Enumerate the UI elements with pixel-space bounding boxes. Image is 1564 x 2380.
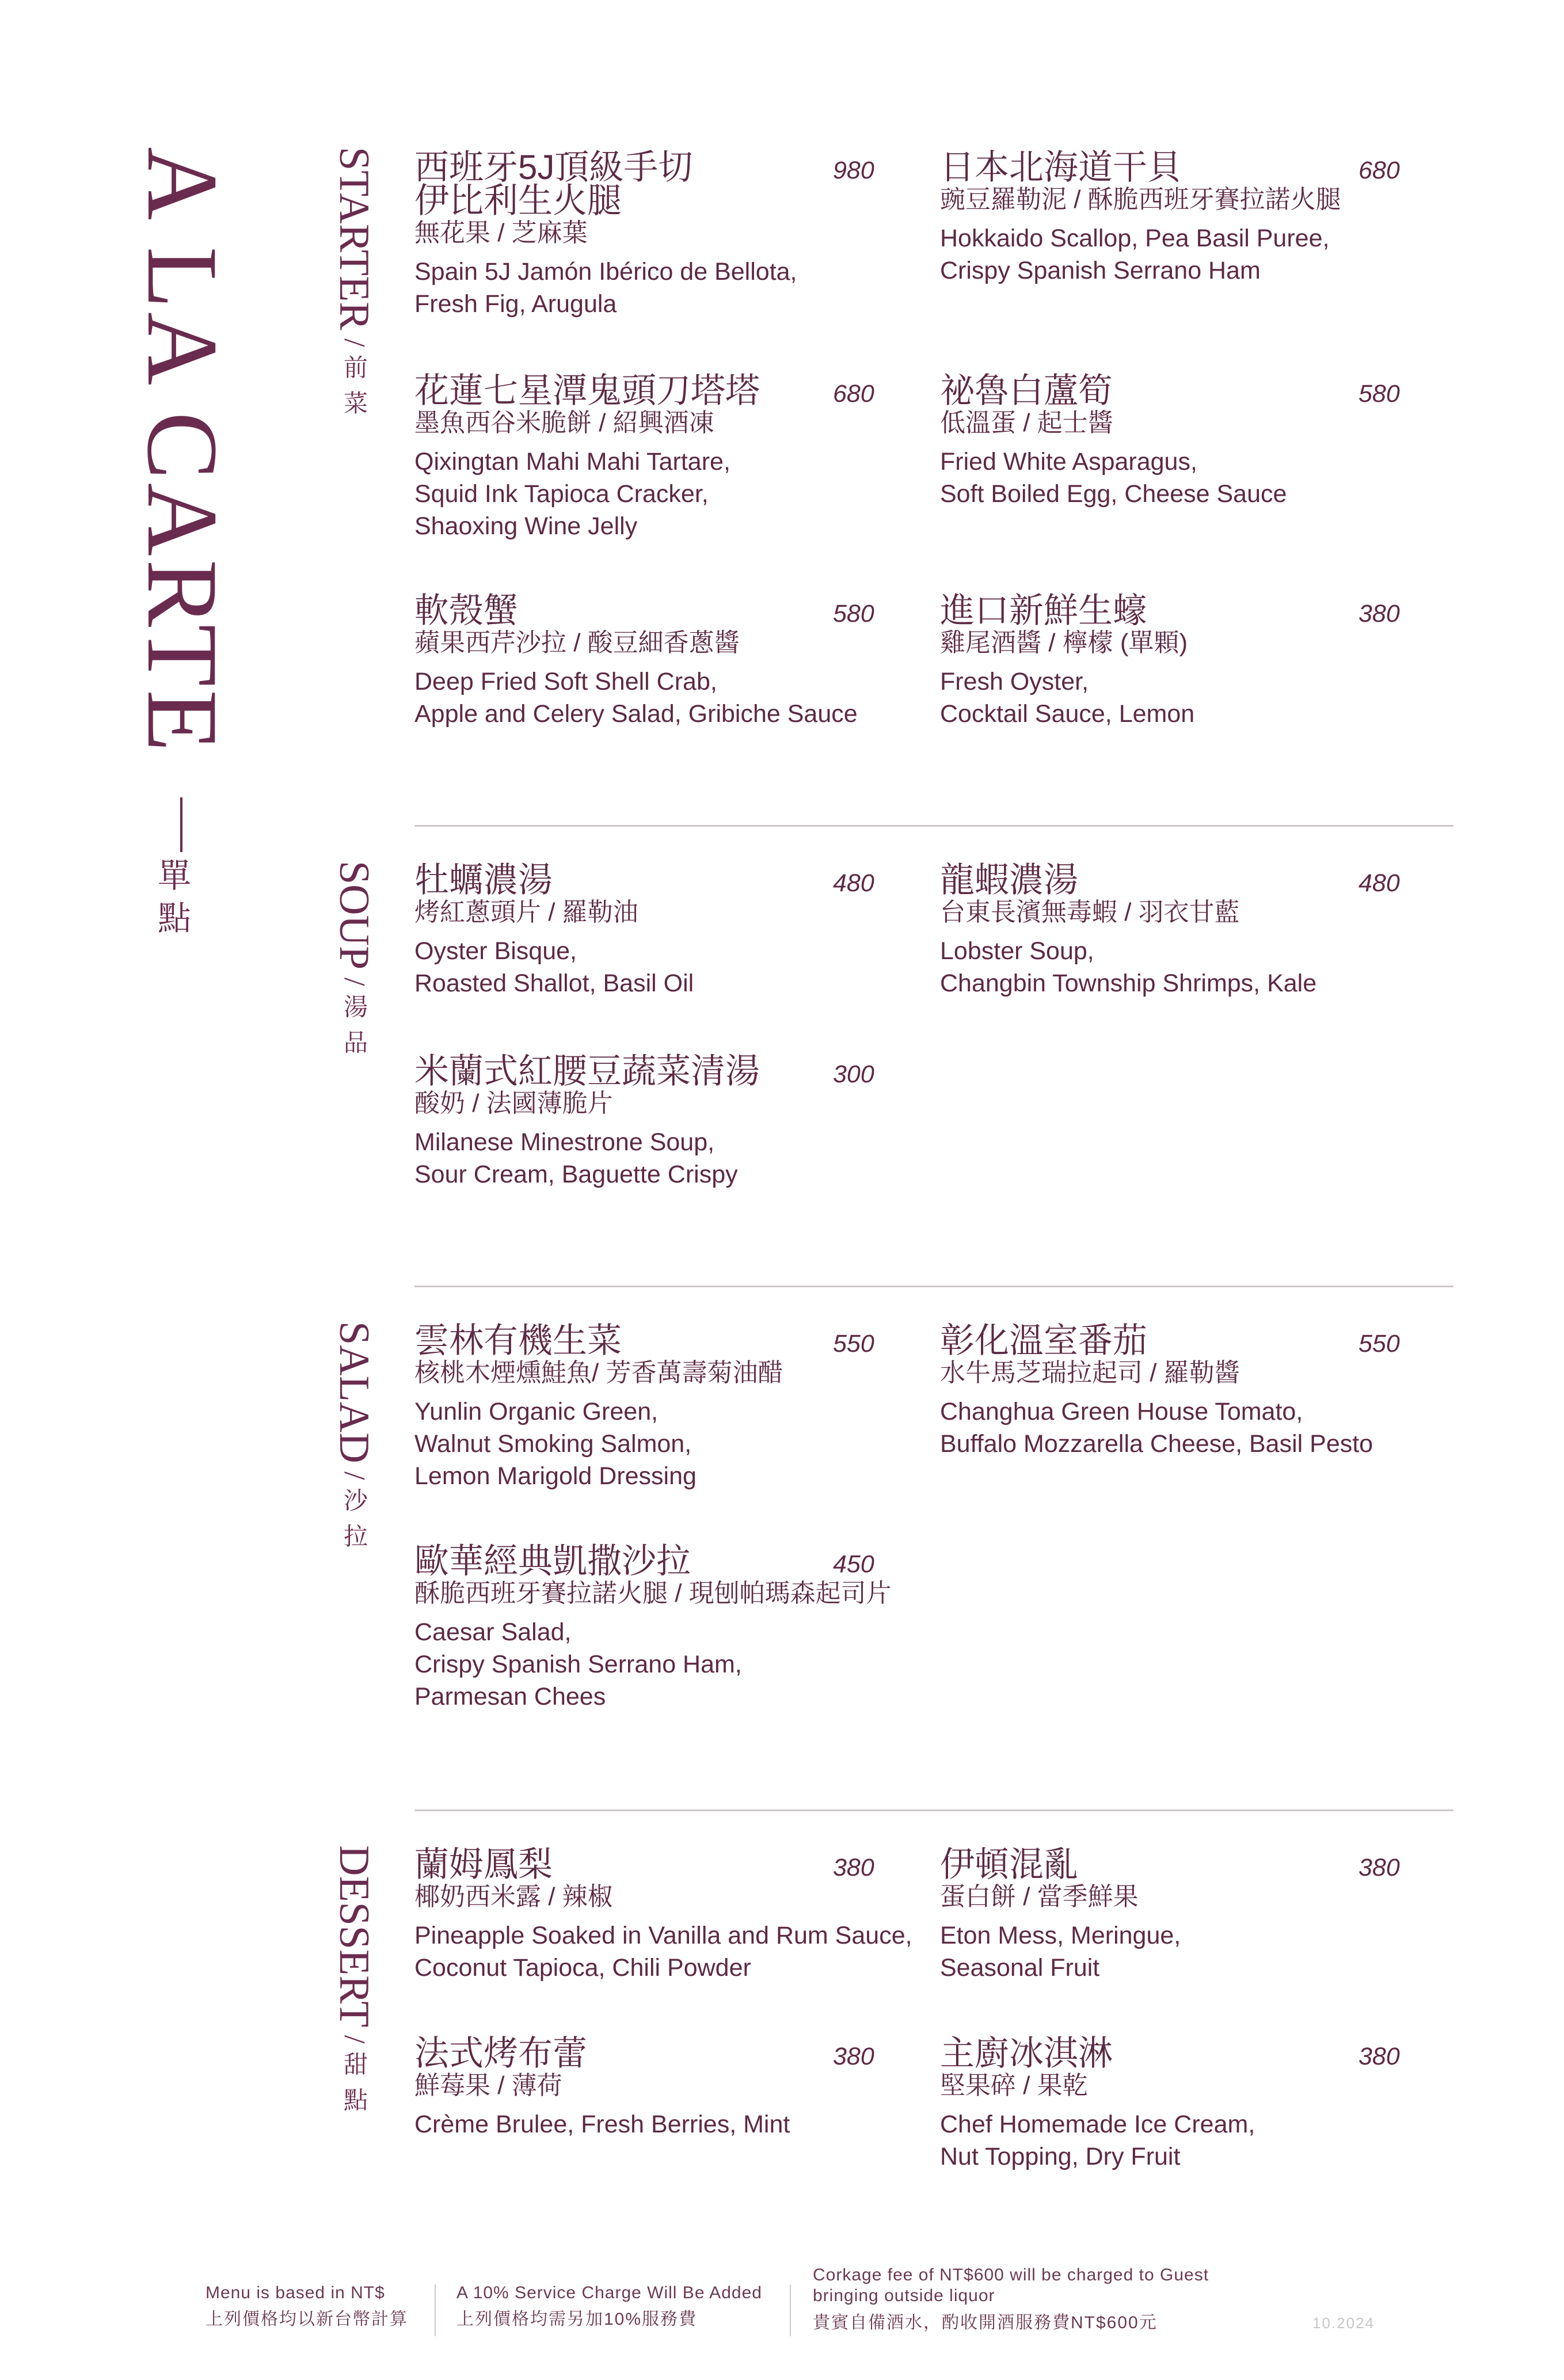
item-description: Oyster Bisque, Roasted Shallot, Basil Oil (414, 937, 694, 997)
item-description: Crème Brulee, Fresh Berries, Mint (414, 2111, 790, 2138)
item-subtitle: 台東長濱無毒蝦 / 羽衣甘藍 (940, 898, 1240, 926)
section-label-starter (330, 147, 378, 426)
item-price: 380 (1358, 1854, 1400, 1881)
menu-item-asparagus (940, 371, 1412, 510)
item-price: 450 (833, 1550, 874, 1578)
item-price: 550 (1358, 1330, 1400, 1358)
item-name: 雲林有機生菜 (414, 1321, 622, 1360)
item-name: 軟殼蟹 (414, 591, 518, 630)
item-name: 牡蠣濃湯 (414, 861, 553, 899)
item-price: 380 (1358, 2043, 1400, 2070)
item-subtitle: 蘋果西芹沙拉 / 酸豆細香蔥醬 (414, 629, 740, 657)
menu-item-eton-mess (940, 1845, 1412, 1984)
section-label-en: SALAD (330, 1321, 378, 1463)
item-description: Hokkaido Scallop, Pea Basil Puree, Crispy Spanish Serrano Ham (940, 225, 1330, 284)
footer-corkage-note (813, 2265, 1209, 2336)
item-subtitle: 豌豆羅勒泥 / 酥脆西班牙賽拉諾火腿 (940, 185, 1341, 214)
item-subtitle: 墨魚西谷米脆餅 / 紹興酒凍 (414, 409, 714, 437)
item-subtitle: 酥脆西班牙賽拉諾火腿 / 現刨帕瑪森起司片 (414, 1579, 892, 1607)
title-divider (180, 797, 182, 852)
item-subtitle: 核桃木煙燻鮭魚/ 芳香萬壽菊油醋 (414, 1359, 783, 1387)
section-label-slash: / (338, 978, 371, 986)
section-label-en: DESSERT (330, 1845, 378, 2028)
item-subtitle: 雞尾酒醬 / 檸檬 (單顆) (940, 629, 1188, 657)
item-name: 歐華經典凱撒沙拉 (414, 1542, 691, 1580)
footer-corkage-en: Corkage fee of NT$600 will be charged to Guest bringing outside liquor (813, 2265, 1209, 2305)
item-subtitle: 低溫蛋 / 起士醬 (940, 409, 1113, 437)
menu-item-scallop (940, 148, 1412, 287)
section-label-slash: / (338, 2035, 371, 2044)
item-description: Deep Fried Soft Shell Crab, Apple and Celery Salad, Gribiche Sauce (414, 668, 858, 728)
item-name: 進口新鮮生蠔 (940, 591, 1147, 630)
item-price: 680 (833, 380, 874, 408)
menu-title: A LA CARTE (126, 147, 238, 755)
item-price: 380 (833, 2043, 874, 2070)
item-description: Chef Homemade Ice Cream, Nut Topping, Dry Fruit (940, 2111, 1255, 2170)
item-subtitle: 烤紅蔥頭片 / 羅勒油 (414, 898, 638, 926)
item-price: 580 (1358, 380, 1400, 408)
item-subtitle: 無花果 / 芝麻葉 (414, 219, 588, 247)
section-label-cn: 前菜 (340, 355, 368, 426)
item-description: Eton Mess, Meringue, Seasonal Fruit (940, 1922, 1181, 1982)
footer-divider (790, 2284, 791, 2336)
menu-title-cn: 單點 (152, 858, 191, 943)
item-subtitle: 椰奶西米露 / 辣椒 (414, 1883, 613, 1911)
menu-item-soft-shell-crab (414, 591, 886, 730)
item-price: 580 (833, 600, 874, 628)
section-divider (414, 1286, 1453, 1287)
menu-item-rum-pineapple (414, 1845, 933, 1984)
section-label-soup (330, 861, 378, 1066)
section-label-slash: / (338, 1471, 371, 1480)
item-price: 480 (833, 869, 874, 897)
item-price: 380 (1358, 600, 1400, 628)
footer-currency-cn: 上列價格均以新台幣計算 (206, 2310, 408, 2329)
item-subtitle: 水牛馬芝瑞拉起司 / 羅勒醬 (940, 1359, 1240, 1387)
item-description: Caesar Salad, Crispy Spanish Serrano Ham, Parmesan Chees (414, 1618, 742, 1710)
menu-item-lobster-soup (940, 861, 1412, 999)
menu-item-oyster (940, 591, 1412, 730)
section-label-en: SOUP (330, 861, 378, 970)
section-divider (414, 1809, 1453, 1811)
item-name: 法式烤布蕾 (414, 2034, 587, 2073)
item-subtitle: 蛋白餅 / 當季鮮果 (940, 1883, 1139, 1911)
section-label-slash: / (338, 338, 371, 347)
item-name: 蘭姆鳳梨 (414, 1845, 553, 1884)
item-name: 花蓮七星潭鬼頭刀塔塔 (414, 371, 760, 410)
item-name: 彰化溫室番茄 (940, 1321, 1147, 1360)
item-subtitle: 酸奶 / 法國薄脆片 (414, 1089, 613, 1117)
menu-item-caesar-salad (414, 1542, 933, 1713)
item-subtitle: 鮮莓果 / 薄荷 (414, 2071, 562, 2100)
item-price: 680 (1358, 157, 1400, 184)
item-description: Fresh Oyster, Cocktail Sauce, Lemon (940, 668, 1195, 728)
item-price: 980 (833, 157, 874, 184)
menu-item-creme-brulee (414, 2034, 886, 2141)
footer-corkage-cn: 貴賓自備酒水，酌收開酒服務費NT$600元 (813, 2313, 1158, 2332)
item-description: Lobster Soup, Changbin Township Shrimps, Kale (940, 937, 1317, 997)
footer-divider (435, 2284, 436, 2336)
menu-item-jamon (414, 148, 886, 320)
footer-date: 10.2024 (1312, 2314, 1375, 2332)
item-subtitle: 堅果碎 / 果乾 (940, 2071, 1088, 2100)
menu-item-minestrone (414, 1052, 886, 1191)
section-label-salad (330, 1321, 378, 1560)
item-description: Changhua Green House Tomato, Buffalo Mozzarella Cheese, Basil Pesto (940, 1398, 1373, 1458)
item-description: Pineapple Soaked in Vanilla and Rum Sauce, Coconut Tapioca, Chili Powder (414, 1922, 912, 1982)
item-description: Fried White Asparagus, Soft Boiled Egg, Cheese Sauce (940, 448, 1287, 508)
section-label-en: STARTER (330, 147, 378, 330)
item-price: 380 (833, 1854, 874, 1881)
menu-item-oyster-bisque (414, 861, 886, 999)
menu-item-mahi (414, 371, 886, 542)
item-description: Yunlin Organic Green, Walnut Smoking Salmon, Lemon Marigold Dressing (414, 1398, 697, 1490)
item-name: 主廚冰淇淋 (940, 2034, 1113, 2073)
item-name: 龍蝦濃湯 (940, 861, 1078, 899)
footer-service-note (456, 2280, 762, 2333)
item-name: 米蘭式紅腰豆蔬菜清湯 (414, 1052, 760, 1090)
section-label-cn: 甜點 (340, 2051, 368, 2123)
section-label-cn: 沙拉 (340, 1488, 368, 1560)
footer-service-cn: 上列價格均需另加10%服務費 (456, 2310, 698, 2329)
footer-currency-note (206, 2280, 408, 2333)
footer-currency-en: Menu is based in NT$ (206, 2283, 385, 2302)
item-price: 480 (1358, 869, 1400, 897)
item-price: 300 (833, 1060, 874, 1088)
item-name: 祕魯白蘆筍 (940, 371, 1113, 410)
item-name: 日本北海道干貝 (940, 148, 1182, 187)
section-label-dessert (330, 1845, 378, 2123)
section-label-cn: 湯品 (340, 994, 368, 1066)
item-description: Spain 5J Jamón Ibérico de Bellota, Fresh Fig, Arugula (414, 258, 797, 318)
item-name: 伊頓混亂 (940, 1845, 1078, 1884)
menu-item-ice-cream (940, 2034, 1412, 2173)
item-price: 550 (833, 1330, 874, 1358)
menu-item-organic-green (414, 1321, 886, 1492)
item-description: Qixingtan Mahi Mahi Tartare, Squid Ink Tapioca Cracker, Shaoxing Wine Jelly (414, 448, 730, 540)
menu-item-tomato (940, 1321, 1412, 1460)
footer-service-en: A 10% Service Charge Will Be Added (456, 2283, 762, 2302)
item-name: 西班牙5J頂級手切 伊比利生火腿 (414, 148, 693, 220)
item-description: Milanese Minestrone Soup, Sour Cream, Baguette Crispy (414, 1128, 738, 1188)
section-divider (414, 825, 1453, 827)
